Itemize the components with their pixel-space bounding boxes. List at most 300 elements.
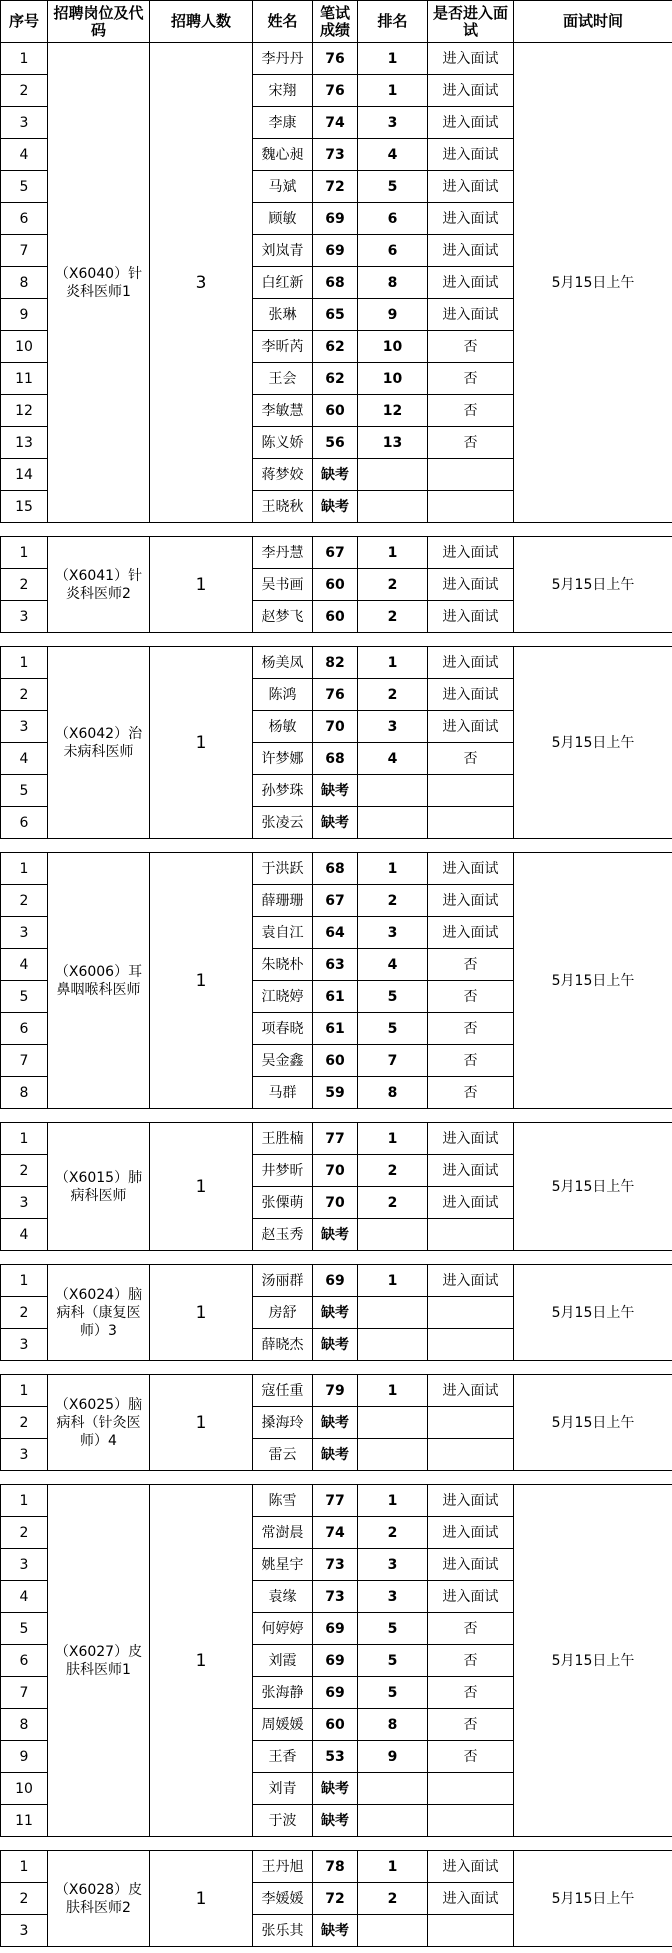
score-cell: 70: [313, 1187, 358, 1219]
interview-status-cell: 否: [428, 1013, 514, 1045]
interview-status-cell: [428, 1407, 514, 1439]
spacer-cell: [1, 523, 672, 537]
header-interview: 是否进入面试: [428, 1, 514, 43]
score-cell: 缺考: [313, 1439, 358, 1471]
interview-status-cell: 进入面试: [428, 537, 514, 569]
header-position: 招聘岗位及代码: [48, 1, 150, 43]
seq-cell: 4: [1, 743, 48, 775]
header-rank: 排名: [358, 1, 428, 43]
name-cell: 房舒: [253, 1297, 313, 1329]
score-cell: 53: [313, 1741, 358, 1773]
name-cell: 杨敏: [253, 711, 313, 743]
interview-time-cell: 5月15日上午: [514, 647, 672, 839]
interview-status-cell: 进入面试: [428, 1123, 514, 1155]
seq-cell: 1: [1, 647, 48, 679]
score-cell: 74: [313, 1517, 358, 1549]
count-cell: 1: [150, 1485, 253, 1837]
rank-cell: 2: [358, 601, 428, 633]
position-cell: （X6028）皮肤科医师2: [48, 1851, 150, 1947]
rank-cell: 4: [358, 949, 428, 981]
interview-status-cell: [428, 1297, 514, 1329]
interview-status-cell: [428, 459, 514, 491]
rank-cell: 3: [358, 1581, 428, 1613]
name-cell: 姚星宇: [253, 1549, 313, 1581]
seq-cell: 1: [1, 43, 48, 75]
score-cell: 60: [313, 1045, 358, 1077]
header-count: 招聘人数: [150, 1, 253, 43]
score-cell: 缺考: [313, 491, 358, 523]
interview-status-cell: 进入面试: [428, 139, 514, 171]
header-time: 面试时间: [514, 1, 672, 43]
count-cell: 1: [150, 1123, 253, 1251]
name-cell: 朱晓朴: [253, 949, 313, 981]
name-cell: 赵梦飞: [253, 601, 313, 633]
name-cell: 蒋梦姣: [253, 459, 313, 491]
seq-cell: 6: [1, 1013, 48, 1045]
seq-cell: 2: [1, 75, 48, 107]
name-cell: 寇任重: [253, 1375, 313, 1407]
score-cell: 60: [313, 395, 358, 427]
rank-cell: 2: [358, 1187, 428, 1219]
rank-cell: 8: [358, 1077, 428, 1109]
seq-cell: 3: [1, 601, 48, 633]
interview-status-cell: 否: [428, 363, 514, 395]
interview-status-cell: 进入面试: [428, 1265, 514, 1297]
rank-cell: 3: [358, 917, 428, 949]
seq-cell: 1: [1, 1485, 48, 1517]
name-cell: 王胜楠: [253, 1123, 313, 1155]
seq-cell: 2: [1, 1883, 48, 1915]
table-row: [1, 43, 672, 75]
score-cell: 62: [313, 331, 358, 363]
name-cell: 孙梦珠: [253, 775, 313, 807]
seq-cell: 3: [1, 1329, 48, 1361]
interview-status-cell: [428, 1915, 514, 1947]
table-row: [1, 1485, 672, 1517]
score-cell: 缺考: [313, 1329, 358, 1361]
spacer-cell: [1, 1361, 672, 1375]
rank-cell: 3: [358, 107, 428, 139]
count-cell: 1: [150, 1375, 253, 1471]
seq-cell: 5: [1, 171, 48, 203]
score-cell: 62: [313, 363, 358, 395]
score-cell: 61: [313, 981, 358, 1013]
score-cell: 77: [313, 1485, 358, 1517]
rank-cell: 1: [358, 1485, 428, 1517]
rank-cell: [358, 1805, 428, 1837]
name-cell: 张海静: [253, 1677, 313, 1709]
interview-status-cell: [428, 491, 514, 523]
rank-cell: [358, 1439, 428, 1471]
interview-status-cell: 进入面试: [428, 299, 514, 331]
seq-cell: 4: [1, 1219, 48, 1251]
interview-time-cell: 5月15日上午: [514, 1375, 672, 1471]
name-cell: 江晓婷: [253, 981, 313, 1013]
spacer-cell: [1, 1837, 672, 1851]
name-cell: 井梦昕: [253, 1155, 313, 1187]
score-cell: 68: [313, 853, 358, 885]
header-score: 笔试成绩: [313, 1, 358, 43]
score-cell: 69: [313, 1265, 358, 1297]
seq-cell: 4: [1, 949, 48, 981]
score-cell: 74: [313, 107, 358, 139]
score-cell: 缺考: [313, 1219, 358, 1251]
count-cell: 1: [150, 853, 253, 1109]
rank-cell: 12: [358, 395, 428, 427]
name-cell: 魏心昶: [253, 139, 313, 171]
name-cell: 刘岚青: [253, 235, 313, 267]
position-cell: （X6015）肺病科医师: [48, 1123, 150, 1251]
rank-cell: 5: [358, 171, 428, 203]
interview-status-cell: [428, 775, 514, 807]
score-cell: 76: [313, 75, 358, 107]
score-cell: 缺考: [313, 459, 358, 491]
seq-cell: 3: [1, 107, 48, 139]
interview-status-cell: 进入面试: [428, 1485, 514, 1517]
name-cell: 何婷婷: [253, 1613, 313, 1645]
interview-status-cell: 否: [428, 427, 514, 459]
interview-status-cell: 进入面试: [428, 1851, 514, 1883]
interview-status-cell: 否: [428, 743, 514, 775]
name-cell: 于洪跃: [253, 853, 313, 885]
rank-cell: 1: [358, 537, 428, 569]
score-cell: 60: [313, 601, 358, 633]
score-cell: 61: [313, 1013, 358, 1045]
score-cell: 70: [313, 1155, 358, 1187]
rank-cell: 5: [358, 1013, 428, 1045]
table-row: [1, 647, 672, 679]
name-cell: 王会: [253, 363, 313, 395]
rank-cell: 9: [358, 1741, 428, 1773]
seq-cell: 2: [1, 1155, 48, 1187]
interview-status-cell: 进入面试: [428, 75, 514, 107]
seq-cell: 12: [1, 395, 48, 427]
rank-cell: 4: [358, 139, 428, 171]
interview-status-cell: 否: [428, 1645, 514, 1677]
name-cell: 李昕芮: [253, 331, 313, 363]
interview-status-cell: 进入面试: [428, 1581, 514, 1613]
table-row: [1, 1123, 672, 1155]
interview-status-cell: 进入面试: [428, 107, 514, 139]
interview-status-cell: 进入面试: [428, 235, 514, 267]
score-cell: 缺考: [313, 775, 358, 807]
score-cell: 69: [313, 235, 358, 267]
spacer-cell: [1, 1251, 672, 1265]
name-cell: 刘霞: [253, 1645, 313, 1677]
group-spacer: [1, 1109, 672, 1123]
interview-status-cell: 进入面试: [428, 43, 514, 75]
interview-time-cell: 5月15日上午: [514, 853, 672, 1109]
score-cell: 69: [313, 203, 358, 235]
seq-cell: 13: [1, 427, 48, 459]
seq-cell: 15: [1, 491, 48, 523]
interview-status-cell: 否: [428, 1077, 514, 1109]
rank-cell: 10: [358, 331, 428, 363]
table-row: [1, 537, 672, 569]
rank-cell: 5: [358, 1645, 428, 1677]
rank-cell: 8: [358, 267, 428, 299]
seq-cell: 5: [1, 1613, 48, 1645]
table-row: [1, 853, 672, 885]
interview-status-cell: 否: [428, 331, 514, 363]
rank-cell: 10: [358, 363, 428, 395]
rank-cell: [358, 1219, 428, 1251]
interview-status-cell: 进入面试: [428, 885, 514, 917]
rank-cell: [358, 1915, 428, 1947]
seq-cell: 2: [1, 1407, 48, 1439]
interview-status-cell: 进入面试: [428, 711, 514, 743]
name-cell: 常澍晨: [253, 1517, 313, 1549]
count-cell: 1: [150, 1265, 253, 1361]
score-cell: 79: [313, 1375, 358, 1407]
seq-cell: 3: [1, 1915, 48, 1947]
seq-cell: 1: [1, 853, 48, 885]
group-spacer: [1, 1361, 672, 1375]
interview-status-cell: 否: [428, 1709, 514, 1741]
score-cell: 65: [313, 299, 358, 331]
rank-cell: 2: [358, 885, 428, 917]
score-cell: 67: [313, 537, 358, 569]
rank-cell: 3: [358, 1549, 428, 1581]
name-cell: 李丹丹: [253, 43, 313, 75]
score-cell: 缺考: [313, 1297, 358, 1329]
score-cell: 56: [313, 427, 358, 459]
seq-cell: 3: [1, 1549, 48, 1581]
name-cell: 许梦娜: [253, 743, 313, 775]
interview-status-cell: 进入面试: [428, 917, 514, 949]
position-cell: （X6025）脑病科（针灸医师）4: [48, 1375, 150, 1471]
rank-cell: 9: [358, 299, 428, 331]
score-cell: 60: [313, 569, 358, 601]
interview-status-cell: [428, 1805, 514, 1837]
group-spacer: [1, 839, 672, 853]
seq-cell: 2: [1, 569, 48, 601]
position-cell: （X6006）耳鼻咽喉科医师: [48, 853, 150, 1109]
header-row: [1, 1, 672, 43]
score-cell: 缺考: [313, 1773, 358, 1805]
seq-cell: 5: [1, 775, 48, 807]
header-seq: 序号: [1, 1, 48, 43]
name-cell: 马群: [253, 1077, 313, 1109]
name-cell: 李媛媛: [253, 1883, 313, 1915]
score-cell: 60: [313, 1709, 358, 1741]
name-cell: 杨美凤: [253, 647, 313, 679]
rank-cell: [358, 1773, 428, 1805]
rank-cell: [358, 491, 428, 523]
name-cell: 顾敏: [253, 203, 313, 235]
rank-cell: 2: [358, 569, 428, 601]
table-row: [1, 1375, 672, 1407]
score-cell: 78: [313, 1851, 358, 1883]
name-cell: 陈鸿: [253, 679, 313, 711]
group-spacer: [1, 1251, 672, 1265]
table-row: [1, 1265, 672, 1297]
interview-status-cell: [428, 1329, 514, 1361]
interview-status-cell: 否: [428, 1677, 514, 1709]
seq-cell: 7: [1, 235, 48, 267]
rank-cell: 1: [358, 1375, 428, 1407]
table-row: [1, 1851, 672, 1883]
seq-cell: 2: [1, 885, 48, 917]
group-spacer: [1, 523, 672, 537]
rank-cell: 1: [358, 75, 428, 107]
rank-cell: 1: [358, 647, 428, 679]
seq-cell: 10: [1, 1773, 48, 1805]
rank-cell: 6: [358, 235, 428, 267]
interview-status-cell: 进入面试: [428, 1549, 514, 1581]
seq-cell: 1: [1, 537, 48, 569]
rank-cell: 2: [358, 1155, 428, 1187]
interview-status-cell: 进入面试: [428, 601, 514, 633]
spacer-cell: [1, 1109, 672, 1123]
seq-cell: 8: [1, 1077, 48, 1109]
seq-cell: 11: [1, 363, 48, 395]
score-cell: 69: [313, 1613, 358, 1645]
group-spacer: [1, 633, 672, 647]
seq-cell: 10: [1, 331, 48, 363]
seq-cell: 6: [1, 807, 48, 839]
name-cell: 周媛媛: [253, 1709, 313, 1741]
name-cell: 搡海玲: [253, 1407, 313, 1439]
count-cell: 1: [150, 647, 253, 839]
interview-status-cell: 进入面试: [428, 1517, 514, 1549]
interview-status-cell: [428, 1773, 514, 1805]
score-cell: 76: [313, 43, 358, 75]
seq-cell: 1: [1, 1265, 48, 1297]
rank-cell: 1: [358, 1123, 428, 1155]
score-cell: 73: [313, 1549, 358, 1581]
score-cell: 68: [313, 743, 358, 775]
name-cell: 白红新: [253, 267, 313, 299]
interview-status-cell: 否: [428, 1613, 514, 1645]
name-cell: 吴金鑫: [253, 1045, 313, 1077]
rank-cell: 13: [358, 427, 428, 459]
rank-cell: 5: [358, 981, 428, 1013]
score-cell: 63: [313, 949, 358, 981]
position-cell: （X6024）脑病科（康复医师）3: [48, 1265, 150, 1361]
position-cell: （X6042）治未病科医师: [48, 647, 150, 839]
rank-cell: 1: [358, 1851, 428, 1883]
interview-status-cell: 进入面试: [428, 1375, 514, 1407]
rank-cell: [358, 459, 428, 491]
interview-status-cell: 进入面试: [428, 1187, 514, 1219]
score-cell: 缺考: [313, 1805, 358, 1837]
count-cell: 1: [150, 537, 253, 633]
score-cell: 69: [313, 1677, 358, 1709]
spacer-cell: [1, 1471, 672, 1485]
interview-status-cell: 进入面试: [428, 853, 514, 885]
rank-cell: 3: [358, 711, 428, 743]
interview-status-cell: 否: [428, 949, 514, 981]
interview-status-cell: 进入面试: [428, 267, 514, 299]
name-cell: 雷云: [253, 1439, 313, 1471]
interview-status-cell: 否: [428, 395, 514, 427]
rank-cell: 1: [358, 853, 428, 885]
interview-time-cell: 5月15日上午: [514, 537, 672, 633]
position-cell: （X6027）皮肤科医师1: [48, 1485, 150, 1837]
seq-cell: 8: [1, 267, 48, 299]
interview-status-cell: [428, 1439, 514, 1471]
name-cell: 项春晓: [253, 1013, 313, 1045]
seq-cell: 7: [1, 1045, 48, 1077]
rank-cell: 7: [358, 1045, 428, 1077]
score-cell: 缺考: [313, 807, 358, 839]
name-cell: 张琳: [253, 299, 313, 331]
name-cell: 张傈萌: [253, 1187, 313, 1219]
name-cell: 袁缘: [253, 1581, 313, 1613]
seq-cell: 3: [1, 1439, 48, 1471]
score-cell: 59: [313, 1077, 358, 1109]
seq-cell: 14: [1, 459, 48, 491]
name-cell: 吴书画: [253, 569, 313, 601]
interview-status-cell: [428, 807, 514, 839]
seq-cell: 8: [1, 1709, 48, 1741]
seq-cell: 9: [1, 299, 48, 331]
name-cell: 王丹旭: [253, 1851, 313, 1883]
score-cell: 68: [313, 267, 358, 299]
interview-status-cell: 进入面试: [428, 679, 514, 711]
seq-cell: 9: [1, 1741, 48, 1773]
name-cell: 王香: [253, 1741, 313, 1773]
rank-cell: 5: [358, 1613, 428, 1645]
score-cell: 72: [313, 1883, 358, 1915]
seq-cell: 3: [1, 711, 48, 743]
score-cell: 76: [313, 679, 358, 711]
name-cell: 张乐其: [253, 1915, 313, 1947]
seq-cell: 5: [1, 981, 48, 1013]
spacer-cell: [1, 839, 672, 853]
group-spacer: [1, 1471, 672, 1485]
position-cell: （X6040）针炎科医师1: [48, 43, 150, 523]
score-cell: 64: [313, 917, 358, 949]
rank-cell: 5: [358, 1677, 428, 1709]
rank-cell: 4: [358, 743, 428, 775]
seq-cell: 1: [1, 1375, 48, 1407]
interview-status-cell: 进入面试: [428, 203, 514, 235]
interview-status-cell: 否: [428, 981, 514, 1013]
score-cell: 73: [313, 139, 358, 171]
rank-cell: [358, 807, 428, 839]
seq-cell: 2: [1, 679, 48, 711]
rank-cell: 1: [358, 1265, 428, 1297]
name-cell: 薛珊珊: [253, 885, 313, 917]
spacer-cell: [1, 633, 672, 647]
name-cell: 张凌云: [253, 807, 313, 839]
seq-cell: 6: [1, 1645, 48, 1677]
seq-cell: 4: [1, 139, 48, 171]
seq-cell: 1: [1, 1851, 48, 1883]
count-cell: 3: [150, 43, 253, 523]
interview-time-cell: 5月15日上午: [514, 1265, 672, 1361]
interview-time-cell: 5月15日上午: [514, 1123, 672, 1251]
position-cell: （X6041）针炎科医师2: [48, 537, 150, 633]
seq-cell: 11: [1, 1805, 48, 1837]
rank-cell: 2: [358, 1883, 428, 1915]
name-cell: 王晓秋: [253, 491, 313, 523]
count-cell: 1: [150, 1851, 253, 1947]
score-cell: 缺考: [313, 1407, 358, 1439]
seq-cell: 7: [1, 1677, 48, 1709]
rank-cell: 2: [358, 1517, 428, 1549]
rank-cell: [358, 1329, 428, 1361]
name-cell: 薛晓杰: [253, 1329, 313, 1361]
name-cell: 宋翔: [253, 75, 313, 107]
name-cell: 李康: [253, 107, 313, 139]
name-cell: 李丹慧: [253, 537, 313, 569]
name-cell: 陈雪: [253, 1485, 313, 1517]
seq-cell: 3: [1, 1187, 48, 1219]
score-cell: 72: [313, 171, 358, 203]
